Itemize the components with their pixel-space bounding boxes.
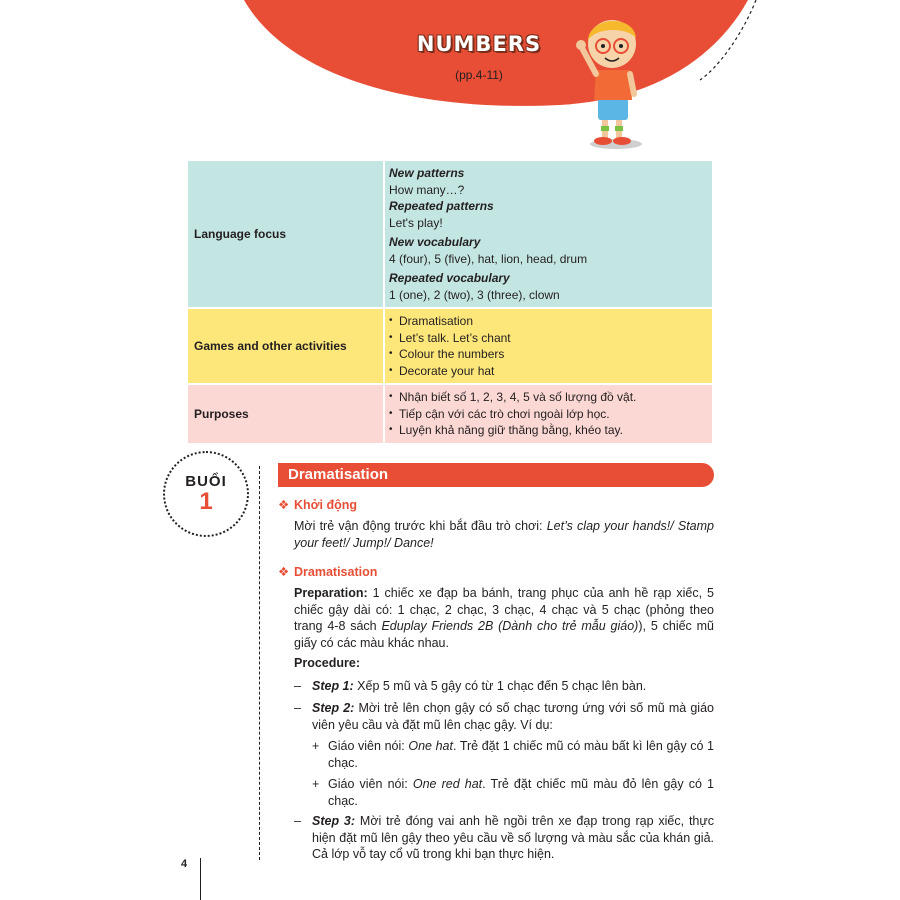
new-vocabulary-text: 4 (four), 5 (five), hat, lion, head, drum <box>389 251 588 266</box>
language-focus-table <box>186 159 714 445</box>
list-item: • Tiếp cận với các trò chơi ngoài lớp học. <box>389 406 708 423</box>
row-label-games: Games and other activities <box>187 308 384 384</box>
table-row-purposes <box>187 384 713 444</box>
list-item: • Nhận biết số 1, 2, 3, 4, 5 và số lượng đồ vật. <box>389 389 708 406</box>
procedure-label: Procedure: <box>294 656 360 670</box>
repeated-patterns-text: Let's play! <box>389 215 443 230</box>
step-2: – Step 2: Mời trẻ lên chọn gậy có số chạc tương ứng với số mũ mà giáo viên yêu cầu và đặt mũ lên chạc gậy. Ví dụ: <box>294 701 714 732</box>
warmup-heading: ❖ Khởi động <box>278 498 358 512</box>
repeated-vocabulary-heading: Repeated vocabulary <box>389 271 510 285</box>
dramatisation-heading: ❖ Dramatisation <box>278 565 378 579</box>
diamond-bullet-icon: ❖ <box>278 498 290 512</box>
step-3: – Step 3: Mời trẻ đóng vai anh hề ngồi trên xe đạp trong rạp xiếc, thực hiện đặt mũ lên gậy theo yêu cầu về số lượng và màu sắc của khán giả. Cả lớp vỗ tay cổ vũ trong khi bạn thực hiện. <box>294 814 714 861</box>
step-1: – Step 1: Xếp 5 mũ và 5 gậy có từ 1 chạc đến 5 chạc lên bàn. <box>294 679 647 693</box>
page-number: 4 <box>181 858 188 870</box>
list-item: • Let’s talk. Let’s chant <box>389 330 708 347</box>
boy-illustration <box>572 8 652 153</box>
section-title: Dramatisation <box>278 463 714 487</box>
new-patterns-text: How many…? <box>389 182 465 197</box>
row-label-purposes: Purposes <box>187 384 384 444</box>
warmup-paragraph: Mời trẻ vận động trước khi bắt đầu trò chơi: Let’s clap your hands!/ Stamp your feet!/ Jump!/ Dance! <box>294 519 714 550</box>
page-title: NUMBERS <box>416 32 542 56</box>
new-vocabulary-heading: New vocabulary <box>389 235 481 249</box>
new-patterns-heading: New patterns <box>389 166 465 180</box>
table-row-language-focus <box>187 160 713 308</box>
step-2-example-1: + Giáo viên nói: One hat. Trẻ đặt 1 chiếc mũ có màu bất kì lên gậy có 1 chạc. <box>312 739 714 770</box>
session-word: BUỔI <box>185 473 227 490</box>
page-range: (pp.4-11) <box>455 68 503 82</box>
list-item: • Colour the numbers <box>389 346 708 363</box>
list-item: • Decorate your hat <box>389 363 708 380</box>
language-focus-content <box>384 160 713 308</box>
step-2-example-2: + Giáo viên nói: One red hat. Trẻ đặt chiếc mũ màu đỏ lên gậy có 1 chạc. <box>312 777 714 808</box>
games-content <box>384 308 713 384</box>
list-item: • Dramatisation <box>389 313 708 330</box>
repeated-patterns-heading: Repeated patterns <box>389 199 494 213</box>
row-label-language-focus: Language focus <box>187 160 384 308</box>
repeated-vocabulary-text: 1 (one), 2 (two), 3 (three), clown <box>389 287 560 302</box>
section-divider <box>259 466 260 860</box>
list-item: • Luyện khả năng giữ thăng bằng, khéo tay. <box>389 422 708 439</box>
session-number: 1 <box>199 488 213 515</box>
table-row-games <box>187 308 713 384</box>
diamond-bullet-icon: ❖ <box>278 565 290 579</box>
session-badge <box>163 451 249 537</box>
purposes-content <box>384 384 713 444</box>
preparation-paragraph: Preparation: 1 chiếc xe đạp ba bánh, trang phục của anh hề rạp xiếc, 5 chiếc gậy dài có: 1 chạc, 2 chạc, 3 chạc, 4 chạc và 5 chạc (phỏng theo trang 4-8 sách Eduplay Friends 2B (Dành cho trẻ mẫu giáo)), 5 chiếc mũ giấy có các màu khác nhau. <box>294 586 714 650</box>
footer-rule <box>200 858 201 900</box>
